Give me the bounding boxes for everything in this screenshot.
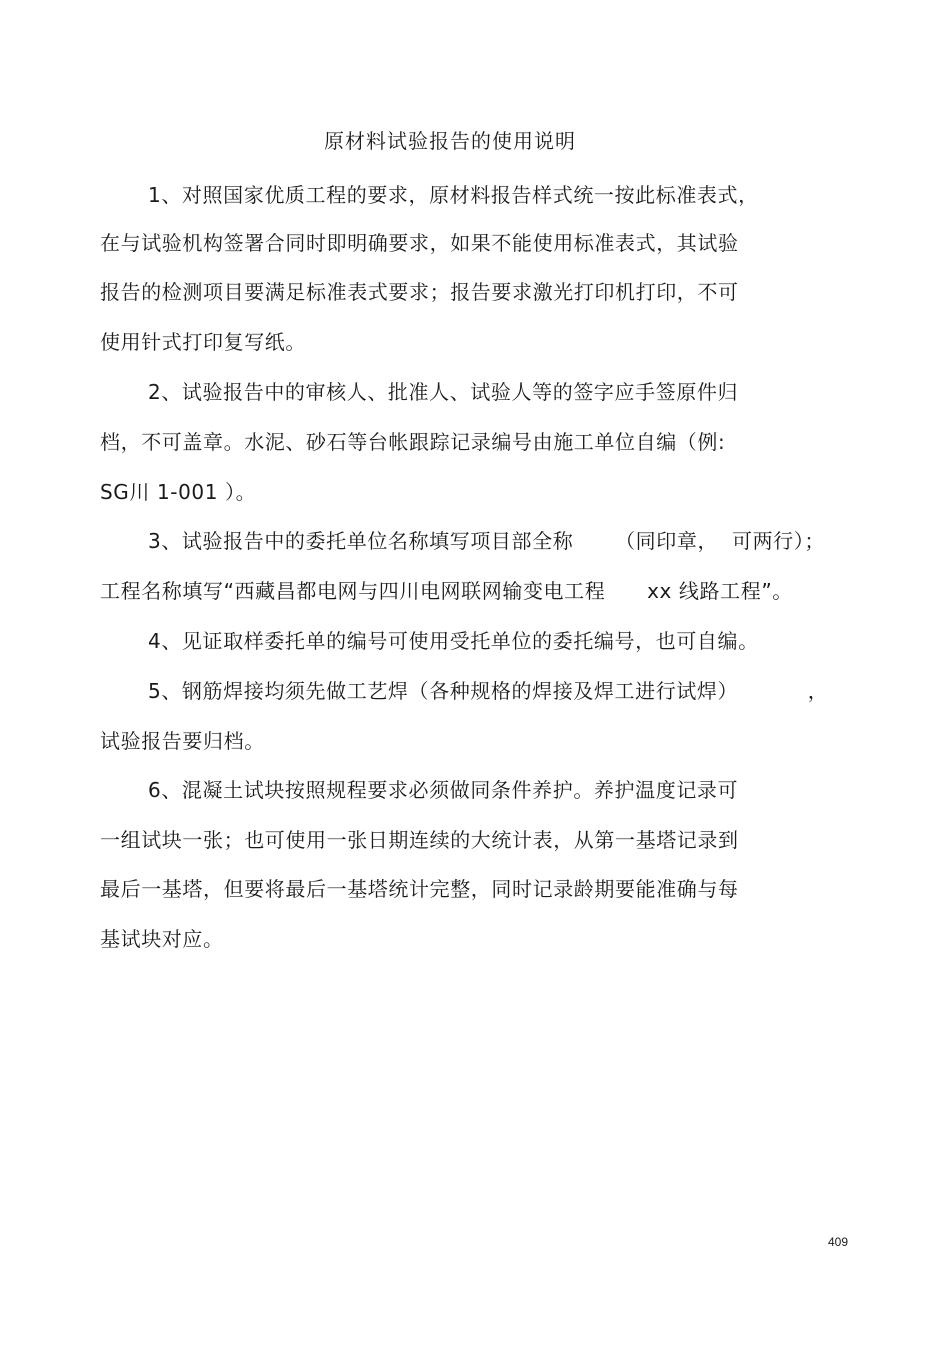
paragraph-4-line-1: 4、见证取样委托单的编号可使用受托单位的委托编号，也可自编。: [148, 629, 759, 653]
document-title: 原材料试验报告的使用说明: [324, 129, 576, 153]
paragraph-6-line-2: 一组试块一张；也可使用一张日期连续的大统计表，从第一基塔记录到: [100, 828, 739, 852]
paragraph-6-line-1: 6、混凝土试块按照规程要求必须做同条件养护。养护温度记录可: [148, 778, 739, 802]
paragraph-1-line-1: 1、对照国家优质工程的要求，原材料报告样式统一按此标准表式，: [148, 183, 759, 207]
paragraph-1-line-2: 在与试验机构签署合同时即明确要求，如果不能使用标准表式，其试验: [100, 231, 739, 255]
paragraph-3-line-1: 3、试验报告中的委托单位名称填写项目部全称 （同印章， 可两行）；: [148, 529, 825, 553]
paragraph-1-line-3: 报告的检测项目要满足标准表式要求；报告要求激光打印机打印，不可: [100, 280, 739, 304]
paragraph-6-line-4: 基试块对应。: [100, 927, 224, 951]
page-number: 409: [828, 1235, 849, 1249]
paragraph-5-line-1: 5、钢筋焊接均须先做工艺焊（各种规格的焊接及焊工进行试焊） ，: [148, 679, 829, 703]
paragraph-2-line-2: 档，不可盖章。水泥、砂石等台帐跟踪记录编号由施工单位自编（例:: [100, 430, 726, 454]
paragraph-2-line-3: SG川 1-001 ）。: [100, 480, 257, 504]
paragraph-1-line-4: 使用针式打印复写纸。: [100, 330, 306, 354]
paragraph-2-line-1: 2、试验报告中的审核人、批准人、试验人等的签字应手签原件归: [148, 380, 739, 404]
paragraph-6-line-3: 最后一基塔，但要将最后一基塔统计完整，同时记录龄期要能准确与每: [100, 877, 739, 901]
paragraph-3-line-2: 工程名称填写“西藏昌都电网与四川电网联网输变电工程 xx 线路工程”。: [100, 579, 793, 603]
paragraph-5-line-2: 试验报告要归档。: [100, 729, 265, 753]
